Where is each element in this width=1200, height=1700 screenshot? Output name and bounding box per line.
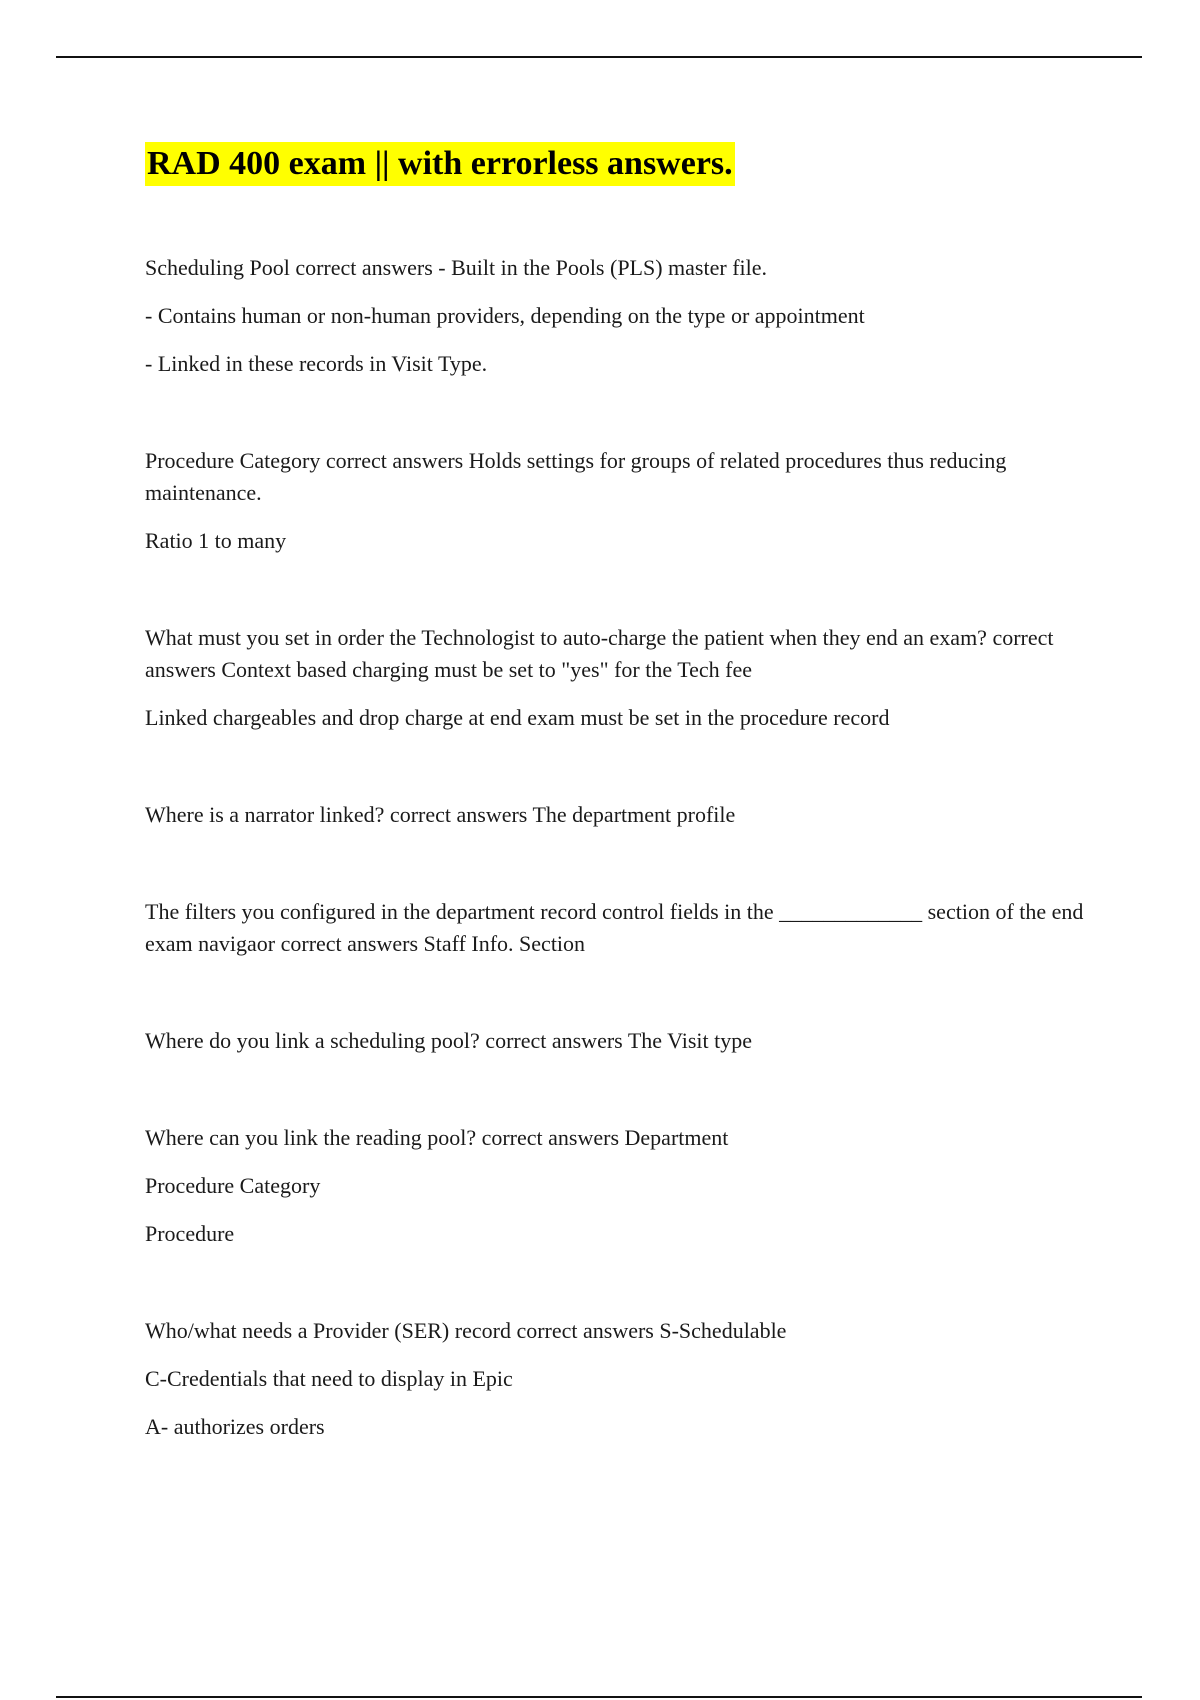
entry-line: Procedure (145, 1221, 235, 1246)
entry-line: Linked chargeables and drop charge at end exam must be set in the procedure record (145, 705, 890, 730)
document-title: RAD 400 exam || with errorless answers. (145, 142, 735, 186)
qa-entry-scheduling-pool-link (145, 1025, 1105, 1057)
entry-line: Who/what needs a Provider (SER) record correct answers S-Schedulable (145, 1318, 787, 1343)
entry-line: Ratio 1 to many (145, 528, 287, 553)
entry-line: What must you set in order the Technologist to auto-charge the patient when they end an exam? correct answers Context based charging must be set to "yes" for the Tech fee (145, 625, 1054, 682)
entry-line: - Contains human or non-human providers, depending on the type or appointment (145, 303, 865, 328)
qa-entry-provider-record (145, 1315, 1105, 1443)
qa-entry-reading-pool (145, 1122, 1105, 1250)
entry-line: Scheduling Pool correct answers - Built in the Pools (PLS) master file. (145, 255, 768, 280)
entry-line: Procedure Category (145, 1173, 321, 1198)
entry-line: - Linked in these records in Visit Type. (145, 351, 488, 376)
qa-list (145, 252, 1105, 1443)
qa-entry-procedure-category (145, 445, 1105, 557)
qa-entry-scheduling-pool (145, 252, 1105, 380)
entry-line: Where is a narrator linked? correct answers The department profile (145, 802, 736, 827)
entry-line: Where do you link a scheduling pool? correct answers The Visit type (145, 1028, 752, 1053)
entry-line: A- authorizes orders (145, 1414, 325, 1439)
entry-line: C-Credentials that need to display in Epic (145, 1366, 513, 1391)
qa-entry-filters (145, 896, 1105, 960)
qa-entry-narrator (145, 799, 1105, 831)
qa-entry-auto-charge (145, 622, 1105, 734)
bottom-rule (56, 1696, 1142, 1698)
entry-line: Procedure Category correct answers Holds settings for groups of related procedures thus reducing maintenance. (145, 448, 1007, 505)
entry-line: The filters you configured in the department record control fields in the _____________ section of the end exam navigaor correct answers Staff Info. Section (145, 899, 1084, 956)
top-rule (56, 56, 1142, 58)
entry-line: Where can you link the reading pool? correct answers Department (145, 1125, 729, 1150)
document-body (145, 142, 1105, 1508)
